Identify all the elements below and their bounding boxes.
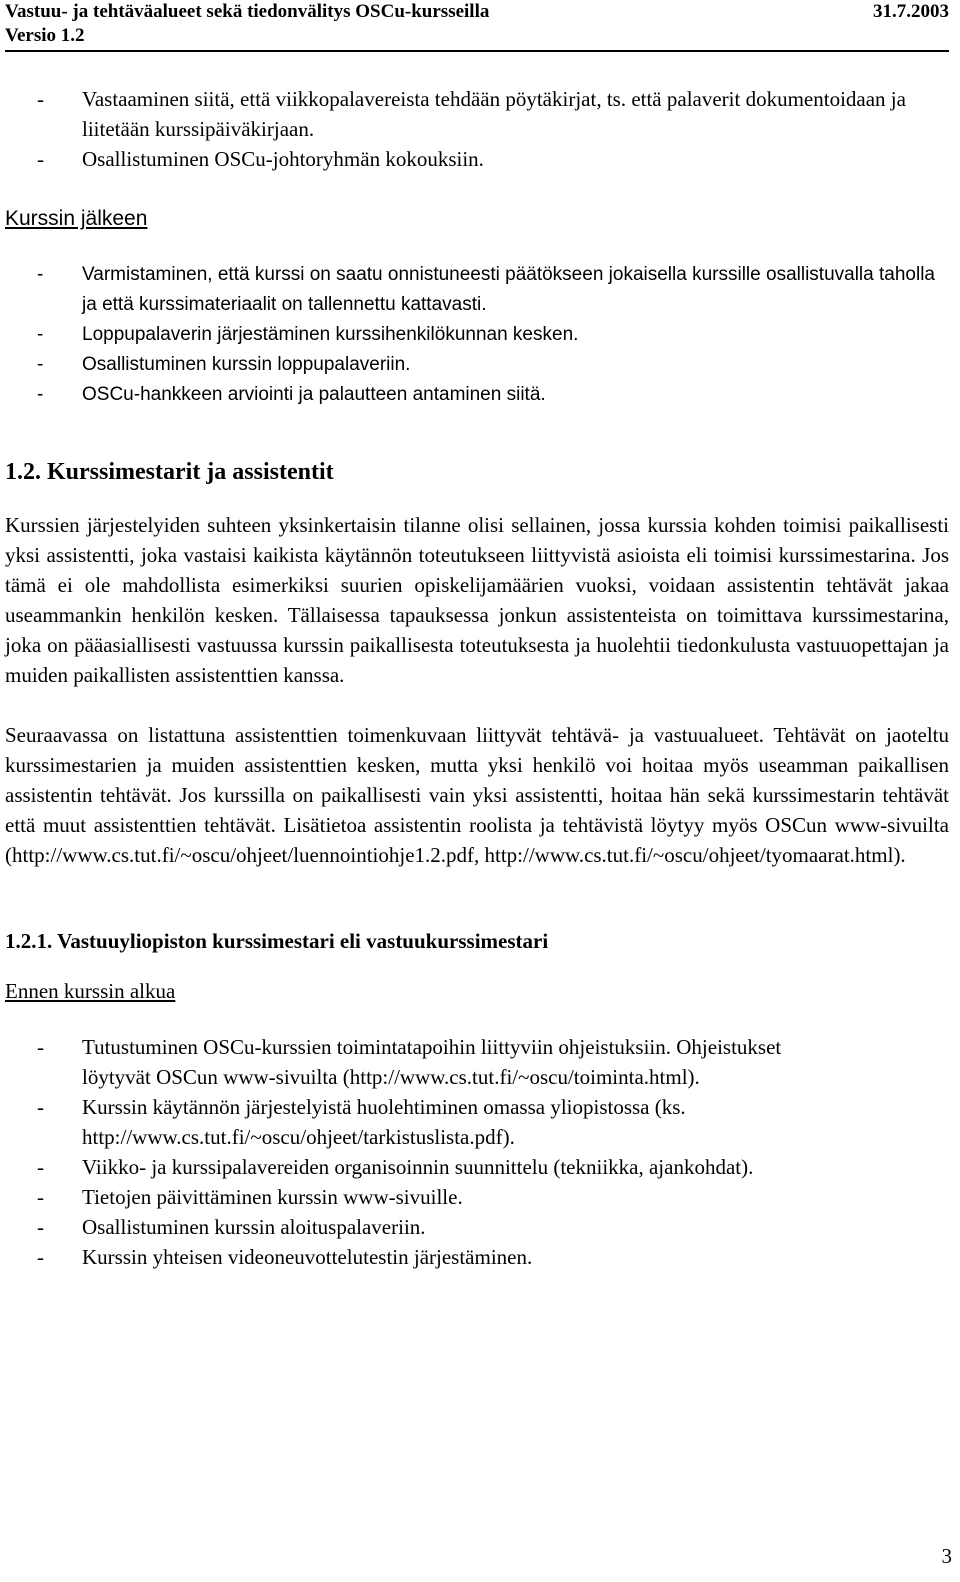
list-item: - Osallistuminen kurssin loppupalaveriin. <box>5 350 949 380</box>
header-date: 31.7.2003 <box>873 1 949 22</box>
list-item: - Kurssin yhteisen videoneuvottelutestin järjestäminen. <box>5 1242 949 1272</box>
list-item: - Loppupalaverin järjestäminen kurssihenkilökunnan kesken. <box>5 320 949 350</box>
page-content <box>5 84 949 1272</box>
page-header <box>5 0 949 52</box>
page-number: 3 <box>941 1544 952 1568</box>
list-item: - Osallistuminen OSCu-johtoryhmän kokouksiin. <box>5 144 949 174</box>
subheading-before-course: Ennen kurssin alkua <box>5 979 176 1003</box>
list-item: - Osallistuminen kurssin aloituspalaveriin. <box>5 1212 949 1242</box>
subheading-after-course: Kurssin jälkeen <box>5 207 148 230</box>
list-item: - Viikko- ja kurssipalavereiden organisoinnin suunnittelu (tekniikka, ajankohdat). <box>5 1152 949 1182</box>
section-heading-1-2: 1.2. Kurssimestarit ja assistentit <box>5 459 334 485</box>
after-course-list <box>5 260 949 410</box>
paragraph: Kurssien järjestelyiden suhteen yksinkertaisin tilanne olisi sellainen, jossa kurssia kohden toimisi paikallisesti yksi assistentti, joka vastaisi kaikista käytännön toteutukseen liittyvistä asioista eli toimisi kurssimestarina. Jos tämä ei ole mahdollista esimerkiksi suurien opiskelijamäärien vuoksi, voidaan assistentin tehtävät jakaa useammankin henkilön kesken. Tällaisessa tapauksessa jonkun assistenteista on toimittava kurssimestarina, joka on pääasiallisesti vastuussa kurssin paikallisesta toteutuksesta ja huolehtii tiedonkulusta vastuuopettajan ja muiden paikallisten assistenttien kanssa. <box>5 513 949 687</box>
before-course-list <box>5 1032 949 1272</box>
intro-list <box>5 84 949 174</box>
header-title: Vastuu- ja tehtäväalueet sekä tiedonvälitys OSCu-kursseilla <box>5 1 490 22</box>
list-item: - OSCu-hankkeen arviointi ja palautteen antaminen siitä. <box>5 380 949 410</box>
list-item: - Tietojen päivittäminen kurssin www-sivuille. <box>5 1182 949 1212</box>
list-item: - Varmistaminen, että kurssi on saatu onnistuneesti päätökseen jokaisella kurssille osallistuvalla taholla ja että kurssimateriaalit on tallennettu kattavasti. <box>5 260 949 320</box>
header-version: Versio 1.2 <box>5 25 85 46</box>
section-heading-1-2-1: 1.2.1. Vastuuyliopiston kurssimestari eli vastuukurssimestari <box>5 929 549 953</box>
list-item: - Tutustuminen OSCu-kurssien toimintatapoihin liittyviin ohjeistuksiin. Ohjeistukset löytyvät OSCun www-sivuilta (http://www.cs.tut.fi/~oscu/toiminta.html). <box>5 1032 949 1092</box>
list-item: - Kurssin käytännön järjestelyistä huolehtiminen omassa yliopistossa (ks. http://www.cs.tut.fi/~oscu/ohjeet/tarkistuslista.pdf). <box>5 1092 949 1152</box>
paragraph: Seuraavassa on listattuna assistenttien toimenkuvaan liittyvät tehtävä- ja vastuualueet. Tehtävät on jaoteltu kurssimestarien ja muiden assistenttien kesken, mutta yksi henkilö voi hoitaa myös useamman paikallisen assistentin tehtävät. Jos kurssilla on paikallisesti vain yksi assistentti, hoitaa hän sekä kurssimestarin tehtävät että muut assistenttien tehtävät. Lisätietoa assistentin roolista ja tehtävistä löytyy myös OSCun www-sivuilta (http://www.cs.tut.fi/~oscu/ohjeet/luennointiohje1.2.pdf, http://www.cs.tut.fi/~oscu/ohjeet/tyomaarat.html). <box>5 723 949 867</box>
list-item: - Vastaaminen siitä, että viikkopalavereista tehdään pöytäkirjat, ts. että palaverit dokumentoidaan ja liitetään kurssipäiväkirjaan. <box>5 84 949 144</box>
